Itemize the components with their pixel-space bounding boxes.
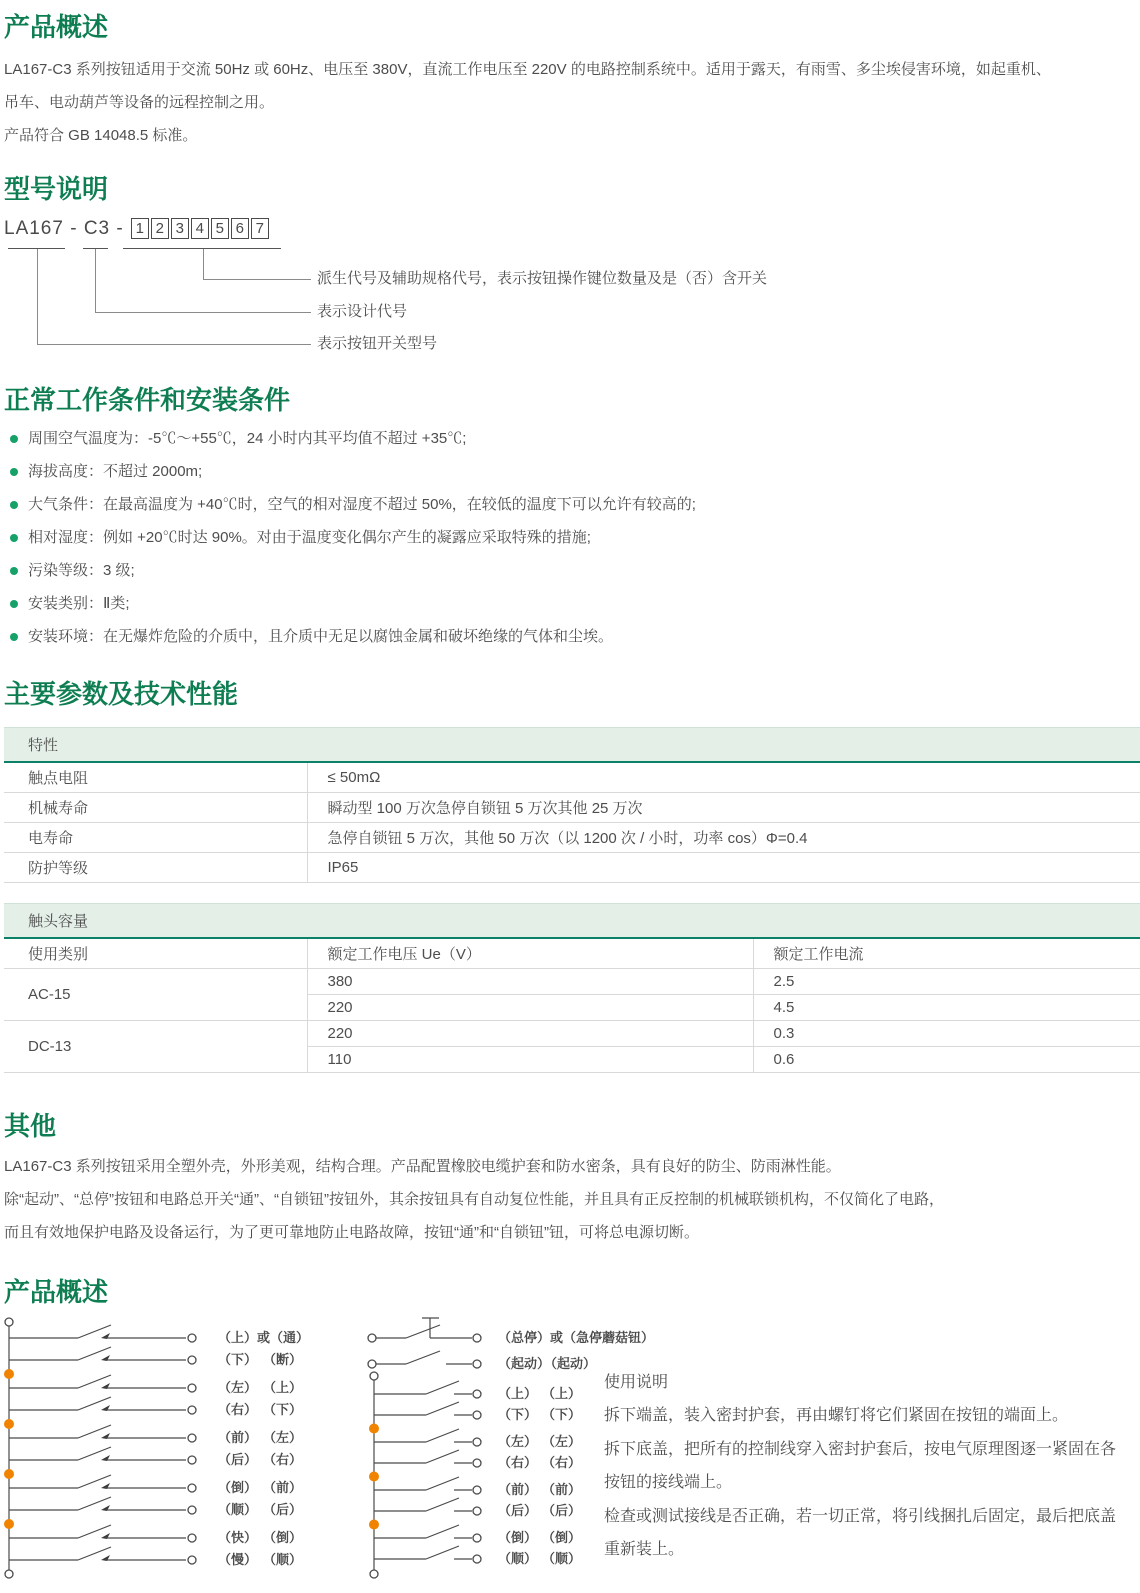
condition-text: 周围空气温度为：-5℃～+55℃，24 小时内其平均值不超过 +35℃; [28, 429, 467, 447]
table-cell: 380 [307, 969, 753, 995]
circuit-row [374, 1525, 581, 1545]
table-cell: IP65 [307, 853, 1140, 883]
condition-item [4, 422, 1140, 455]
characteristics-table [4, 763, 1140, 883]
junction-dot-icon [4, 1369, 14, 1379]
condition-item [4, 554, 1140, 587]
callout-label: 表示设计代号 [317, 302, 408, 320]
circuit-row [374, 1450, 581, 1470]
circuit-row-label: （左） [542, 1433, 582, 1449]
circuit-row-label: （前） [263, 1479, 303, 1495]
terminal-circle [370, 1570, 378, 1578]
terminal-circle [473, 1390, 481, 1398]
table-cell: 电寿命 [4, 823, 307, 853]
section-title-model: 型号说明 [4, 174, 109, 205]
usage-line: 拆下端盖，装入密封护套，再由螺钉将它们紧固在按钮的端面上。 [604, 1407, 1069, 1425]
condition-item [4, 587, 1140, 620]
section-title-overview: 产品概述 [4, 12, 109, 42]
terminal-circle [368, 1334, 376, 1342]
usage-title: 使用说明 [604, 1373, 669, 1391]
table-caption-characteristics: 特性 [4, 727, 1140, 763]
terminal-circle [473, 1334, 481, 1342]
condition-item [4, 455, 1140, 488]
condition-text: 安装类别：Ⅱ类; [28, 594, 130, 612]
table-header-row [4, 939, 1140, 969]
column-header: 使用类别 [4, 939, 307, 969]
terminal-circle [188, 1384, 196, 1392]
condition-text: 安装环境：在无爆炸危险的介质中，且介质中无足以腐蚀金属和破坏绝缘的气体和尘埃。 [28, 627, 614, 645]
circuit-row-label: （总停）或（急停蘑菇钮） [498, 1329, 655, 1345]
circuit-row-label: （下） [542, 1406, 582, 1422]
circuit-row-label: （后） [498, 1502, 538, 1518]
circuit-diagram-left [4, 1312, 334, 1592]
model-code-line [4, 218, 269, 240]
circuit-row-label: （前） [498, 1481, 538, 1497]
table-cell: 220 [307, 995, 753, 1021]
terminal-circle [473, 1438, 481, 1446]
circuit-row [9, 1447, 302, 1467]
digit-box: 3 [171, 218, 189, 239]
terminal-circle [473, 1507, 481, 1515]
table-row [4, 969, 1140, 995]
circuit-row-label: （左） [218, 1379, 258, 1395]
terminal-circle [368, 1360, 376, 1368]
table-row [4, 763, 1140, 793]
circuit-row-label: （后） [542, 1502, 582, 1518]
usage-line: 按钮的接线端上。 [604, 1474, 733, 1492]
text-line: 而且有效地保护电路及设备运行，为了更可靠地防止电路故障，按钮“通”和“自锁钮”钮，可将总电源切断。 [4, 1224, 699, 1242]
terminal-circle [188, 1456, 196, 1464]
digit-box: 7 [251, 218, 269, 239]
circuit-row-label: （顺） [218, 1501, 258, 1517]
circuit-row-label: （快） [218, 1529, 258, 1545]
bullet-icon [10, 534, 18, 542]
digit-box: 4 [191, 218, 209, 239]
text-line: 吊车、电动葫芦等设备的远程控制之用。 [4, 94, 275, 112]
terminal-circle [188, 1484, 196, 1492]
table-cell: ≤ 50mΩ [307, 763, 1140, 793]
circuit-row-label: （倒） [498, 1529, 538, 1545]
text-line: LA167-C3 系列按钮适用于交流 50Hz 或 60Hz、电压至 380V，直流工作电压至 220V 的电路控制系统中。适用于露天，有雨雪、多尘埃侵害环境，如起重机、 [4, 61, 1051, 79]
table-cell: 0.6 [753, 1047, 1140, 1073]
usage-line: 拆下底盖，把所有的控制线穿入密封护套后，按电气原理图逐一紧固在各 [604, 1440, 1117, 1458]
table-cell: 2.5 [753, 969, 1140, 995]
bullet-icon [10, 633, 18, 641]
circuit-row-label: （上） [542, 1385, 582, 1401]
table-cell: 220 [307, 1021, 753, 1047]
text-line: 产品符合 GB 14048.5 标准。 [4, 127, 198, 145]
text-line: LA167-C3 系列按钮采用全塑外壳，外形美观，结构合理。产品配置橡胶电缆护套和防水密条，具有良好的防尘、防雨淋性能。 [4, 1158, 841, 1176]
condition-item [4, 488, 1140, 521]
terminal-circle [473, 1411, 481, 1419]
circuit-row-label: （前） [218, 1429, 258, 1445]
table-cell: 机械寿命 [4, 793, 307, 823]
circuit-row-label: （后） [218, 1451, 258, 1467]
bullet-icon [10, 600, 18, 608]
circuit-row [9, 1325, 309, 1345]
category-cell: AC-15 [4, 969, 307, 1021]
callout-label: 派生代号及辅助规格代号，表示按钮操作键位数量及是（否）含开关 [317, 269, 768, 287]
circuit-row-label: （上） [498, 1385, 538, 1401]
terminal-circle [473, 1360, 481, 1368]
terminal-circle [473, 1459, 481, 1467]
terminal-circle [188, 1434, 196, 1442]
table-cell: 0.3 [753, 1021, 1140, 1047]
circuit-row-label: （上） [263, 1379, 303, 1395]
circuit-row-label: （顺） [263, 1551, 303, 1567]
circuit-row [368, 1318, 654, 1345]
digit-box: 1 [131, 218, 149, 239]
usage-line: 检查或测试接线是否正确，若一切正常，将引线捆扎后固定，最后把底盖 [604, 1507, 1117, 1525]
column-header: 额定工作电压 Ue（V） [307, 939, 753, 969]
circuit-row-label: （右） [498, 1454, 538, 1470]
text-line: 除“起动”、“总停”按钮和电路总开关“通”、“自锁钮”按钮外，其余按钮具有自动复位性能，并且具有正反控制的机械联锁机构，不仅简化了电路， [4, 1191, 944, 1209]
circuit-row [9, 1497, 302, 1517]
junction-dot-icon [369, 1519, 379, 1529]
junction-dot-icon [369, 1471, 379, 1481]
terminal-circle [370, 1372, 378, 1380]
circuit-row-label: （右） [218, 1401, 258, 1417]
table-cell: 瞬动型 100 万次急停自锁钮 5 万次其他 25 万次 [307, 793, 1140, 823]
terminal-circle [473, 1486, 481, 1494]
condition-text: 相对湿度：例如 +20℃时达 90%。对由于温度变化偶尔产生的凝露应采取特殊的措施; [28, 528, 591, 546]
circuit-row [9, 1375, 302, 1395]
circuit-row [9, 1525, 302, 1545]
junction-dot-icon [369, 1423, 379, 1433]
circuit-row-label: （倒） [263, 1529, 303, 1545]
circuit-row-label: （慢） [218, 1551, 258, 1567]
digit-box: 2 [151, 218, 169, 239]
callout-line [37, 249, 311, 345]
junction-dot-icon [4, 1519, 14, 1529]
section-title-parameters: 主要参数及技术性能 [4, 678, 239, 709]
terminal-circle [188, 1334, 196, 1342]
circuit-row-label: （左） [498, 1433, 538, 1449]
table-row [4, 853, 1140, 883]
circuit-row [374, 1498, 581, 1518]
circuit-row [374, 1477, 581, 1497]
circuit-row-label: （倒） [218, 1479, 258, 1495]
condition-text: 污染等级：3 级; [28, 561, 135, 579]
terminal-circle [188, 1406, 196, 1414]
bullet-icon [10, 435, 18, 443]
circuit-row-label: （后） [263, 1501, 303, 1517]
terminal-circle [5, 1570, 13, 1578]
circuit-row [374, 1402, 581, 1422]
digit-box: 5 [211, 218, 229, 239]
condition-item [4, 620, 1140, 653]
usage-instructions [604, 1366, 1116, 1567]
column-header: 额定工作电流 [753, 939, 1140, 969]
circuit-row [374, 1546, 581, 1566]
terminal-circle [188, 1506, 196, 1514]
contact-capacity-table [4, 939, 1140, 1073]
terminal-circle [5, 1318, 13, 1326]
circuit-row [9, 1475, 302, 1495]
table-caption-contact-capacity: 触头容量 [4, 903, 1140, 939]
other-paragraph [4, 1150, 1140, 1249]
table-cell: 4.5 [753, 995, 1140, 1021]
bullet-icon [10, 567, 18, 575]
circuit-row [9, 1347, 302, 1367]
bullet-icon [10, 501, 18, 509]
table-row [4, 823, 1140, 853]
model-prefix: LA167 - C3 - [4, 217, 124, 239]
table-cell: 110 [307, 1047, 753, 1073]
circuit-row-label: （上）或（通） [218, 1329, 310, 1345]
terminal-circle [473, 1555, 481, 1563]
section-title-wiring: 产品概述 [4, 1277, 109, 1308]
wiring-diagrams [4, 1312, 1140, 1593]
circuit-row-label: （倒） [542, 1529, 582, 1545]
digit-box: 6 [231, 218, 249, 239]
circuit-row-label: （起动） [544, 1355, 597, 1371]
bullet-icon [10, 468, 18, 476]
condition-text: 海拔高度：不超过 2000m; [28, 462, 203, 480]
circuit-row-label: （顺） [542, 1550, 582, 1566]
circuit-row-label: （前） [542, 1481, 582, 1497]
circuit-row-label: （断） [263, 1351, 303, 1367]
table-cell: 急停自锁钮 5 万次，其他 50 万次（以 1200 次 / 小时，功率 cos）Φ=0.4 [307, 823, 1140, 853]
category-cell: DC-13 [4, 1021, 307, 1073]
circuit-row [368, 1351, 596, 1371]
circuit-row [9, 1547, 302, 1567]
section-title-other: 其他 [4, 1111, 57, 1142]
circuit-row-label: （右） [263, 1451, 303, 1467]
circuit-row [9, 1425, 302, 1445]
circuit-row-label: （下） [218, 1351, 258, 1367]
circuit-row-label: （下） [498, 1406, 538, 1422]
callout-label: 表示按钮开关型号 [317, 334, 438, 352]
condition-item [4, 521, 1140, 554]
table-row [4, 793, 1140, 823]
junction-dot-icon [4, 1419, 14, 1429]
table-cell: 防护等级 [4, 853, 307, 883]
circuit-row [374, 1381, 581, 1401]
circuit-row-label: （起动） [498, 1355, 551, 1371]
section-title-conditions: 正常工作条件和安装条件 [4, 384, 291, 415]
usage-line: 重新装上。 [604, 1541, 685, 1559]
circuit-row-label: （下） [263, 1401, 303, 1417]
terminal-circle [188, 1356, 196, 1364]
circuit-row [9, 1397, 302, 1417]
circuit-row-label: （右） [542, 1454, 582, 1470]
table-cell: 触点电阻 [4, 763, 307, 793]
circuit-row-label: （顺） [498, 1550, 538, 1566]
model-code-diagram [4, 204, 1140, 354]
circuit-row [374, 1429, 581, 1449]
conditions-list [4, 422, 1140, 653]
terminal-circle [188, 1556, 196, 1564]
table-row [4, 1021, 1140, 1047]
overview-paragraph [4, 53, 1140, 152]
circuit-row-label: （左） [263, 1429, 303, 1445]
condition-text: 大气条件：在最高温度为 +40℃时，空气的相对湿度不超过 50%，在较低的温度下可以允许有较高的; [28, 495, 696, 513]
junction-dot-icon [4, 1469, 14, 1479]
